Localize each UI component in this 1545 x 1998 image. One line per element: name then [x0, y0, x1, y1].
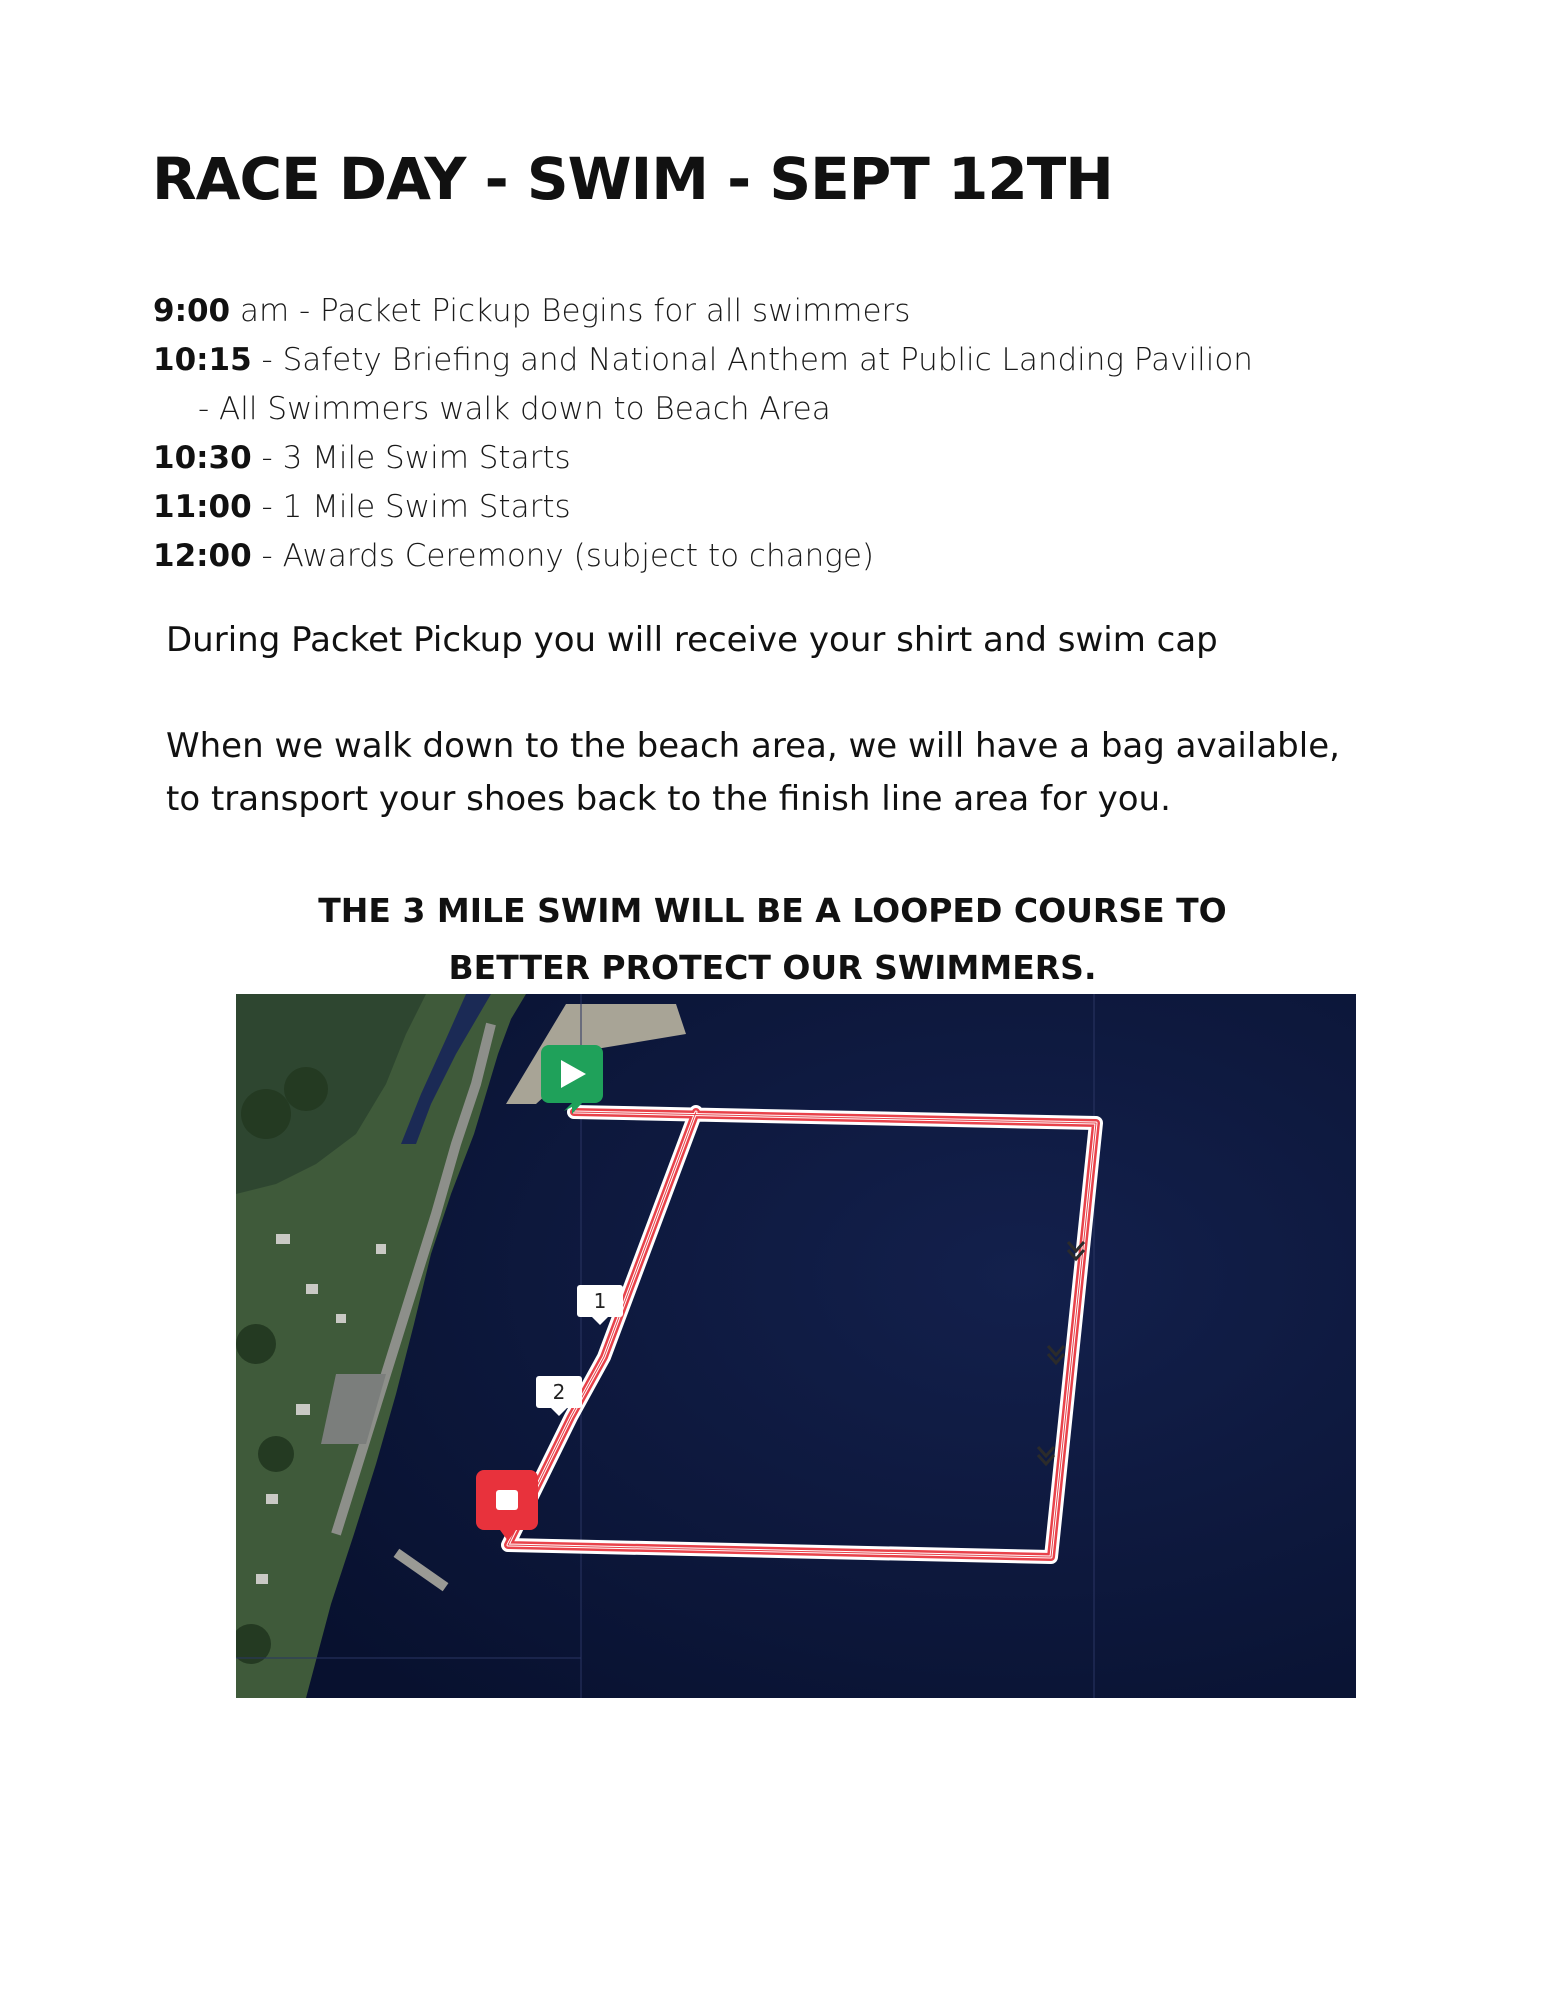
course-map-svg	[236, 994, 1356, 1698]
page-title: RACE DAY - SWIM - SEPT 12TH	[152, 145, 1113, 213]
stop-icon	[496, 1490, 518, 1510]
schedule-text: - Safety Briefing and National Anthem at Public Landing Pavilion	[251, 342, 1253, 378]
schedule-item	[153, 532, 1453, 581]
schedule-item	[153, 287, 1453, 336]
schedule-text: - 3 Mile Swim Starts	[251, 440, 571, 476]
beach-note-line: to transport your shoes back to the finish line area for you.	[166, 779, 1171, 819]
schedule-text: - Awards Ceremony (subject to change)	[251, 538, 875, 574]
schedule-time: 12:00	[153, 538, 252, 574]
beach-note-line: When we walk down to the beach area, we will have a bag available,	[166, 726, 1340, 766]
schedule-item	[153, 434, 1453, 483]
schedule-time: 9:00	[153, 293, 231, 329]
schedule-text: - 1 Mile Swim Starts	[251, 489, 571, 525]
schedule-item	[153, 336, 1453, 385]
schedule-text: - All Swimmers walk down to Beach Area	[198, 391, 831, 427]
course-map	[236, 994, 1356, 1698]
course-headline	[200, 882, 1345, 996]
headline-line: BETTER PROTECT OUR SWIMMERS.	[448, 948, 1097, 987]
headline-line: THE 3 MILE SWIM WILL BE A LOOPED COURSE TO	[318, 891, 1227, 930]
schedule-list	[153, 287, 1453, 581]
schedule-text: am - Packet Pickup Begins for all swimmers	[230, 293, 911, 329]
schedule-time: 10:15	[153, 342, 252, 378]
beach-note	[166, 720, 1340, 826]
schedule-subitem	[153, 385, 1453, 434]
schedule-item	[153, 483, 1453, 532]
schedule-time: 10:30	[153, 440, 252, 476]
packet-pickup-note: During Packet Pickup you will receive your shirt and swim cap	[166, 620, 1218, 660]
lap-marker-label: 2	[552, 1380, 566, 1404]
schedule-time: 11:00	[153, 489, 252, 525]
lap-marker-label: 1	[593, 1289, 607, 1313]
